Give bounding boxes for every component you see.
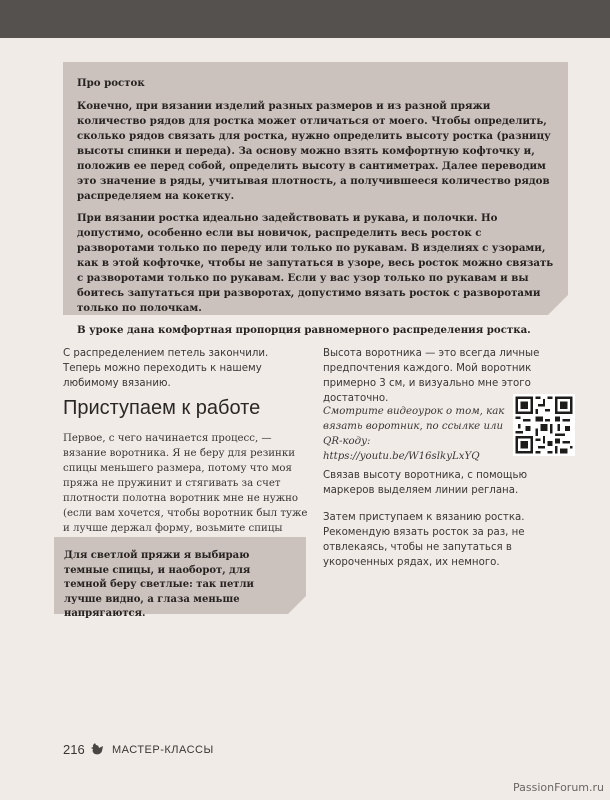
info-box-rostok [63,62,568,336]
qr-code-icon[interactable] [513,394,575,456]
left-paragraph-2: Первое, с чего начинается процесс, — вязание воротника. Я не беру для резинки спицы меньшего размера, потому что моя пряжа не пружинит и стягивать за счет плотности полотна воротник мне не нужно (если вам хочется, чтобы воротник был туже и лучше держал форму, возьмите спицы [63,433,308,534]
right-paragraph-1: Высота воротника — это всегда личные предпочтения каждого. Мой воротник примерно 3 см, и визуально мне этого достаточно. [323,348,540,404]
right-paragraph-3: Затем приступаем к вязанию ростка. Рекомендую вязать росток за раз, не отвлекаясь, чтобы не запутаться в укороченных рядах, их немного. [323,512,525,568]
right-paragraph-2: Связав высоту воротника, с помощью маркеров выделяем линии реглана. [323,470,528,496]
info-box-paragraph-1: Конечно, при вязании изделий разных размеров и из разной пряжи количество рядов для ростка может отличаться от моего. Чтобы определить, сколько рядов связать для ростка, нужно определить высоту ростка (разницу высоты спинки и переда). За основу можно взять комфортную кофточку и, положив ее перед собой, определить высоту в сантиметрах. Далее переводим это значение в ряды, учитывая плотность, а получившееся количество рядов распределяем на кокетку. [77,100,551,202]
section-heading: Приступаем к работе [63,397,261,419]
corner-notch [288,596,306,614]
page-number: 216 [63,742,85,757]
tip-text: Для светлой пряжи я выбираю темные спицы, и наоборот, для темной беру светлые: так петли лучше видно, а глаза меньше напрягаются. [64,550,254,619]
corner-notch [548,295,568,315]
watermark: PassionForum.ru [513,781,604,794]
hen-icon [90,742,104,756]
left-paragraph-1: С распределением петель закончили. Теперь можно переходить к нашему любимому вязанию. [63,348,269,389]
section-label: МАСТЕР-КЛАССЫ [112,744,214,756]
top-bar [0,0,610,38]
tip-box [54,537,306,619]
video-link-text[interactable]: Смотрите видеоурок о том, как вязать воротник, по ссылке или QR-коду: https://youtu.be/W16slkyLxYQ [323,406,505,462]
info-box-title: Про росток [77,77,145,89]
info-box-paragraph-2: При вязании ростка идеально задействовать и рукава, и полочки. Но допустимо, особенно если вы новичок, распределить весь росток с разворотами только по переду или только по рукавам. В изделиях с узорами, как в этой кофточке, чтобы не запутаться в узоре, весь росток можно связать с разворотами только по рукавам. Если у вас узор только по рукавам и вы боитесь запутаться при разворотах, допустимо вязать росток с разворотами только по полочкам. [77,212,554,314]
info-box-paragraph-3: В уроке дана комфортная пропорция равномерного распределения ростка. [77,324,531,336]
